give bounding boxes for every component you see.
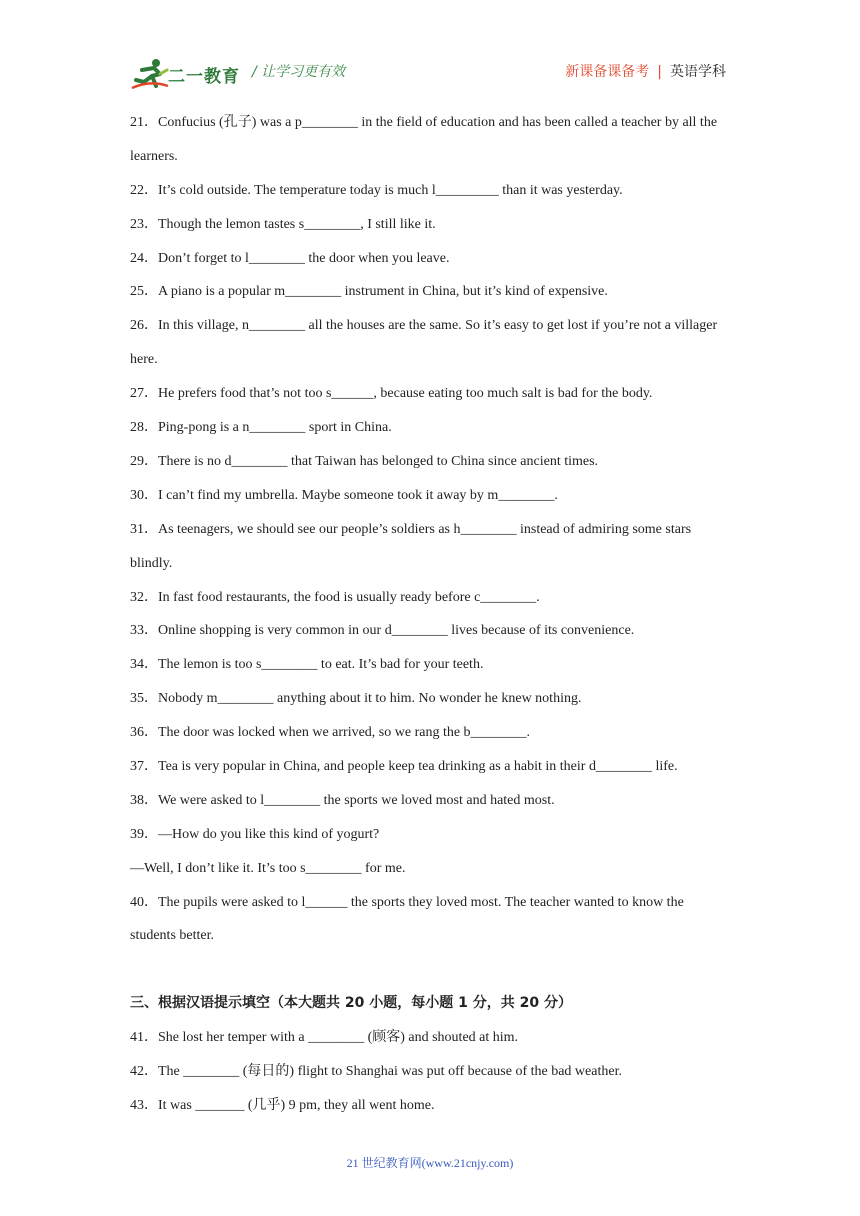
page-header bbox=[0, 0, 860, 100]
header-divider: | bbox=[657, 64, 662, 80]
logo-text: 二一教育 bbox=[168, 67, 240, 87]
question-35: 35．Nobody m________ anything about it to him. No wonder he knew nothing. bbox=[130, 691, 582, 707]
question-28: 28．Ping-pong is a n________ sport in China. bbox=[130, 420, 392, 436]
section-3-title: 三、根据汉语提示填空（本大题共 20 小题，每小题 1 分，共 20 分） bbox=[130, 995, 572, 1012]
question-26: 26．In this village, n________ all the houses are the same. So it’s easy to get lost if you’re not a villager here. bbox=[130, 318, 718, 368]
question-21: 21．Confucius (孔子) was a p________ in the field of education and has been called a teacher by all the learners. bbox=[130, 115, 718, 164]
question-40: 40．The pupils were asked to l______ the sports they loved most. The teacher wanted to know the students better. bbox=[130, 894, 684, 944]
page-footer: 21 世纪教育网(www.21cnjy.com) bbox=[346, 1156, 514, 1170]
question-33: 33．Online shopping is very common in our d________ lives because of its convenience. bbox=[130, 623, 635, 639]
question-list bbox=[130, 106, 732, 1123]
question-31: 31．As teenagers, we should see our people’s soldiers as h________ instead of admiring some stars blindly. bbox=[130, 521, 692, 571]
question-39-response: —Well, I don’t like it. It’s too s________ for me. bbox=[130, 860, 406, 876]
question-43: 43．It was _______ (几乎) 9 pm, they all went home. bbox=[130, 1097, 435, 1113]
slogan: / 让学习更有效 bbox=[252, 64, 346, 80]
brand-logo bbox=[130, 58, 240, 90]
question-30: 30．I can’t find my umbrella. Maybe someone took it away by m________. bbox=[130, 487, 558, 503]
question-22: 22．It’s cold outside. The temperature today is much l_________ than it was yesterday. bbox=[130, 182, 623, 198]
question-37: 37．Tea is very popular in China, and people keep tea drinking as a habit in their d________ life. bbox=[130, 759, 678, 775]
question-39: 39．—How do you like this kind of yogurt? bbox=[130, 826, 380, 842]
header-course-label: 新课备课备考 bbox=[565, 64, 650, 80]
runner-logo-icon bbox=[130, 58, 170, 90]
header-right bbox=[565, 61, 726, 81]
question-24: 24．Don’t forget to l________ the door when you leave. bbox=[130, 250, 450, 266]
section-spacer bbox=[130, 953, 732, 987]
question-42: 42．The ________ (每日的) flight to Shanghai was put off because of the bad weather. bbox=[130, 1064, 622, 1080]
header-subject-label: 英语学科 bbox=[670, 64, 726, 80]
question-36: 36．The door was locked when we arrived, so we rang the b________. bbox=[130, 725, 531, 741]
question-23: 23．Though the lemon tastes s________, I still like it. bbox=[130, 216, 436, 232]
question-29: 29．There is no d________ that Taiwan has belonged to China since ancient times. bbox=[130, 453, 599, 469]
question-34: 34．The lemon is too s________ to eat. It’s bad for your teeth. bbox=[130, 657, 484, 673]
question-32: 32．In fast food restaurants, the food is usually ready before c________. bbox=[130, 589, 540, 605]
question-38: 38．We were asked to l________ the sports we loved most and hated most. bbox=[130, 792, 555, 808]
question-25: 25．A piano is a popular m________ instrument in China, but it’s kind of expensive. bbox=[130, 284, 608, 300]
question-27: 27．He prefers food that’s not too s______, because eating too much salt is bad for the body. bbox=[130, 386, 653, 402]
question-41: 41．She lost her temper with a ________ (顾客) and shouted at him. bbox=[130, 1030, 519, 1046]
